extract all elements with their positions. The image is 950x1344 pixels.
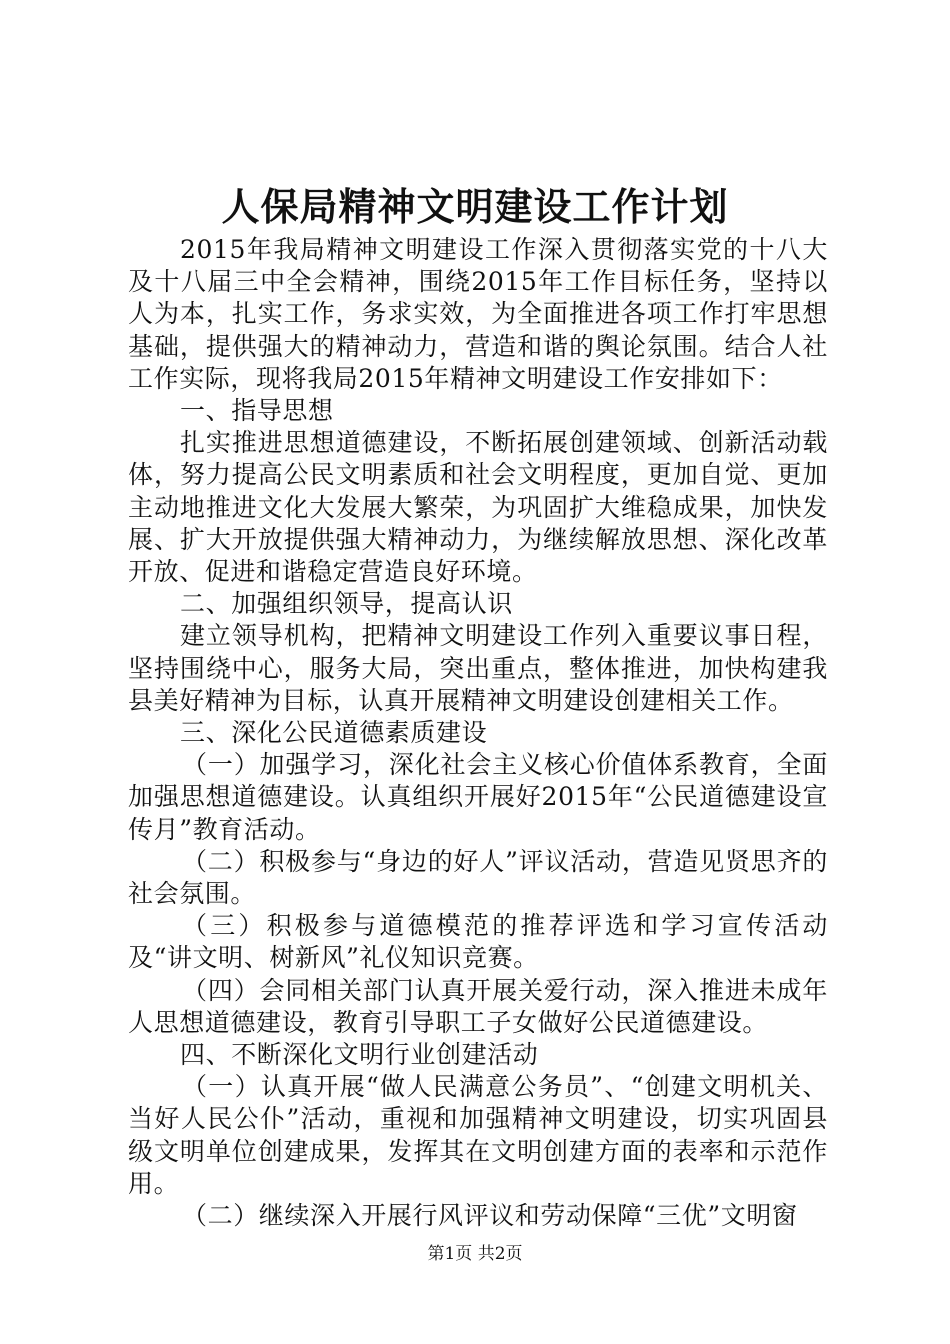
section-heading-guiding-thought: 一、指导思想 [180,396,334,426]
page-footer: 第1页 共2页 [427,1244,523,1264]
document-title: 人保局精神文明建设工作计划 [221,185,729,229]
moral-item-3: （三）积极参与道德模范的推荐评选和学习宣传活动及“讲文明、树新风”礼仪知识竞赛。 [128,911,828,973]
section-heading-moral-quality: 三、深化公民道德素质建设 [180,718,488,748]
moral-item-2: （二）积极参与“身边的好人”评议活动，营造见贤思齐的社会氛围。 [128,846,828,909]
section-heading-leadership: 二、加强组织领导，提高认识 [180,589,513,619]
moral-item-4: （四）会同相关部门认真开展关爱行动，深入推进未成年人思想道德建设，教育引导职工子女做好公民道德建设。 [128,975,828,1037]
guiding-thought-paragraph: 扎实推进思想道德建设，不断拓展创建领域、创新活动载体，努力提高公民文明素质和社会文明程度，更加自觉、更加主动地推进文化大发展大繁荣，为巩固扩大维稳成果，加快发展、扩大开放提供强大精神动力，为继续解放思想、深化改革开放、促进和谐稳定营造良好环境。 [128,428,828,587]
leadership-paragraph: 建立领导机构，把精神文明建设工作列入重要议事日程，坚持围绕中心，服务大局，突出重点，整体推进，加快构建我县美好精神为目标，认真开展精神文明建设创建相关工作。 [128,621,828,715]
industry-item-1: （一）认真开展“做人民满意公务员”、“创建文明机关、当好人民公仆”活动，重视和加强精神文明建设，切实巩固县级文明单位创建成果，发挥其在文明创建方面的表率和示范作用。 [128,1072,828,1198]
industry-item-2: （二）继续深入开展行风评议和劳动保障“三优”文明窗 [182,1201,798,1231]
moral-item-1: （一）加强学习，深化社会主义核心价值体系教育，全面加强思想道德建设。认真组织开展好2015年“公民道德建设宣传月”教育活动。 [128,750,828,844]
document-body [128,234,828,1232]
section-heading-civilized-industry: 四、不断深化文明行业创建活动 [180,1040,539,1070]
intro-paragraph: 2015年我局精神文明建设工作深入贯彻落实党的十八大及十八届三中全会精神，围绕2015年工作目标任务，坚持以人为本，扎实工作，务求实效，为全面推进各项工作打牢思想基础，提供强大的精神动力，营造和谐的舆论氛围。结合人社工作实际，现将我局2015年精神文明建设工作安排如下： [128,235,828,393]
